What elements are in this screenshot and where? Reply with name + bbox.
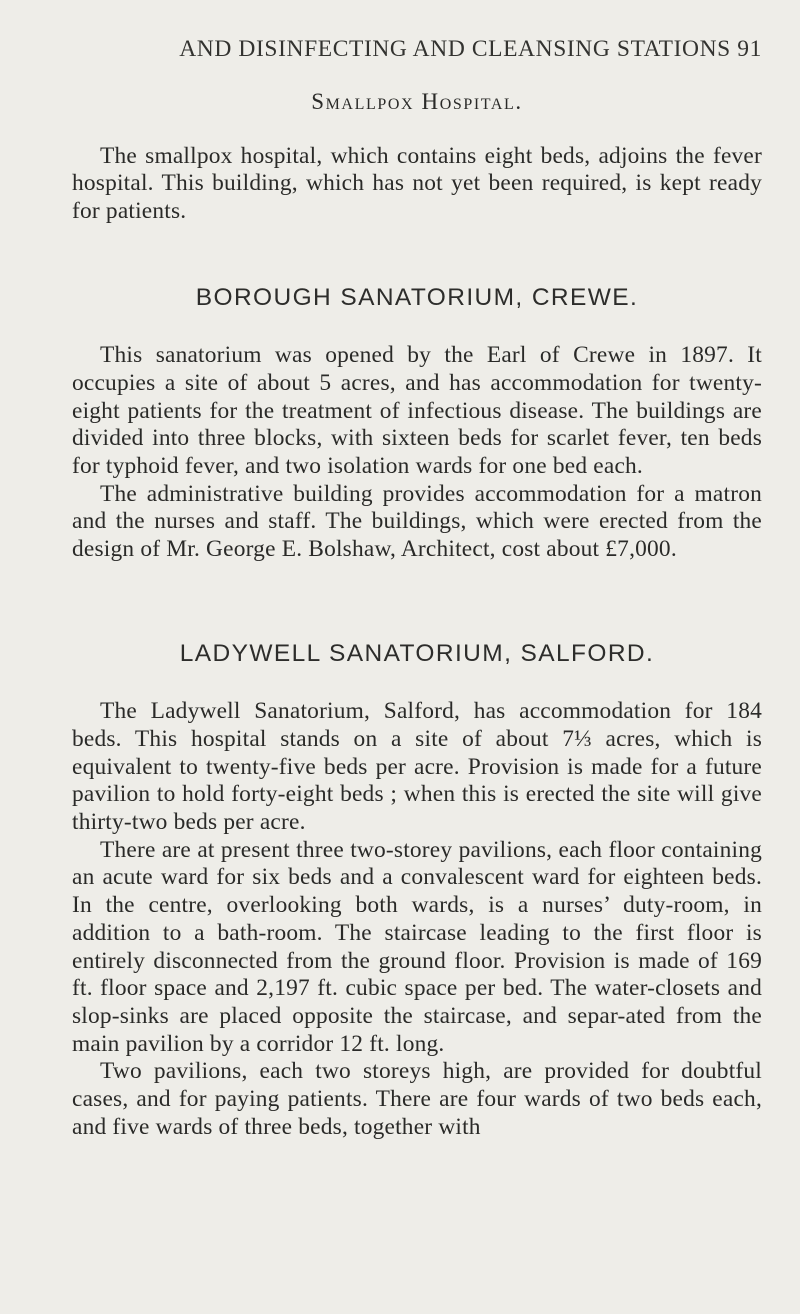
section-heading-smallpox-hospital: Smallpox Hospital. xyxy=(311,88,523,114)
paragraph-ladywell-2: There are at present three two-storey pavilions, each floor containing an acute ward for six beds and a convalescent ward for eighteen beds. In the centre, overlooking both wards, is a nurses’ duty-room, in addition to a bath-room. The staircase leading to the first floor is entirely disconnected from the ground floor. Provision is made of 169 ft. floor space and 2,197 ft. cubic space per bed. The water-closets and slop-sinks are placed opposite the staircase, and separ-ated from the main pavilion by a corridor 12 ft. long. xyxy=(72,836,762,1057)
running-head: AND DISINFECTING AND CLEANSING STATIONS 91 xyxy=(179,36,762,62)
paragraph-smallpox-hospital: The smallpox hospital, which contains eight beds, adjoins the fever hospital. This building, which has not yet been required, is kept ready for patients. xyxy=(72,142,762,224)
section-heading-crewe: BOROUGH SANATORIUM, CREWE. xyxy=(195,283,639,311)
paragraph-ladywell-3: Two pavilions, each two storeys high, are provided for doubtful cases, and for paying patients. There are four wards of two beds each, and five wards of three beds, together with xyxy=(72,1058,762,1140)
paragraph-crewe-1: This sanatorium was opened by the Earl of Crewe in 1897. It occupies a site of about 5 acres, and has accommodation for twenty-eight patients for the treatment of infectious disease. The buildings are divided into three blocks, with sixteen beds for scarlet fever, ten beds for typhoid fever, and two isolation wards for one bed each. xyxy=(72,342,762,479)
section-heading-ladywell: LADYWELL SANATORIUM, SALFORD. xyxy=(179,639,655,667)
paragraph-crewe-2: The administrative building provides accommodation for a matron and the nurses and staff. The buildings, which were erected from the design of Mr. George E. Bolshaw, Architect, cost about £7,000. xyxy=(72,480,762,563)
paragraph-ladywell-1: The Ladywell Sanatorium, Salford, has accommodation for 184 beds. This hospital stands on a site of about 7⅓ acres, which is equivalent to twenty-five beds per acre. Provision is made for a future pavilion to hold forty-eight beds ; when this is erected the site will give thirty-two beds per acre. xyxy=(72,698,762,836)
